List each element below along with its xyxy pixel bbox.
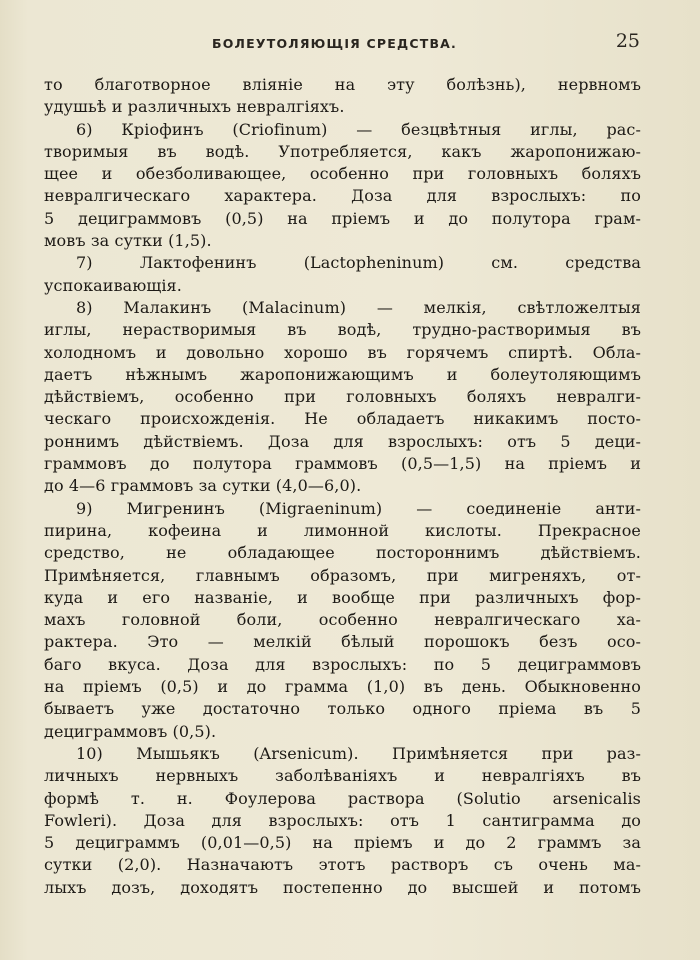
text-line: 10) Мышьякъ (Arsenicum). Примѣняется при раз- [76, 743, 641, 763]
text-line: роннимъ дѣйствіемъ. Доза для взрослыхъ: отъ 5 деци- [44, 431, 641, 451]
text-line: пирина, кофеина и лимонной кислоты. Прекрасное [44, 520, 641, 540]
text-line: мовъ за сутки (1,5). [44, 231, 212, 251]
text-line: куда и его названіе, и вообще при различныхъ фор- [44, 587, 641, 607]
text-line: дециграммовъ (0,5). [44, 721, 217, 741]
text-line: 5 дециграммовъ (0,5) на пріемъ и до полутора грам- [44, 208, 641, 228]
text-line: лыхъ дозъ, доходятъ постепенно до высшей и потомъ [44, 877, 641, 897]
text-line: 8) Малакинъ (Malacinum) — мелкія, свѣтложелтыя [76, 297, 641, 317]
text-line: баго вкуса. Доза для взрослыхъ: по 5 дециграммовъ [44, 654, 641, 674]
text-line: ческаго происхожденія. Не обладаетъ никакимъ посто- [44, 409, 641, 429]
page-header [44, 30, 640, 58]
page-number: 25 [615, 30, 640, 52]
text-line: успокаивающія. [44, 275, 182, 295]
text-line: 5 дециграммъ (0,01—0,5) на пріемъ и до 2 граммъ за [44, 833, 641, 853]
text-line: даетъ нѣжнымъ жаропонижающимъ и болеутоляющимъ [44, 364, 641, 384]
text-line: щее и обезболивающее, особенно при головныхъ боляхъ [44, 164, 641, 184]
text-line: Fowleri). Доза для взрослыхъ: отъ 1 сантиграмма до [44, 810, 641, 830]
text-line: на пріемъ (0,5) и до грамма (1,0) въ день. Обыкновенно [44, 677, 641, 697]
text-line: то благотворное вліяніе на эту болѣзнь), нервномъ [44, 75, 641, 94]
text-line: средство, не обладающее постороннимъ дѣйствіемъ. [44, 543, 641, 563]
text-line: рактера. Это — мелкій бѣлый порошокъ безъ осо- [44, 632, 641, 652]
text-line: личныхъ нервныхъ заболѣваніяхъ и невралгіяхъ въ [44, 766, 641, 786]
text-line: 9) Мигренинъ (Migraeninum) — соединеніе анти- [76, 498, 641, 518]
text-line: удушьѣ и различныхъ невралгіяхъ. [44, 97, 345, 117]
text-line: иглы, нерастворимыя въ водѣ, трудно-растворимыя въ [44, 320, 641, 340]
text-line: бываетъ уже достаточно только одного пріема въ 5 [44, 699, 641, 719]
text-line: до 4—6 граммовъ за сутки (4,0—6,0). [44, 476, 362, 496]
text-line: махъ головной боли, особенно невралгическаго ха- [44, 610, 641, 630]
text-line: невралгическаго характера. Доза для взрослыхъ: по [44, 186, 641, 206]
text-line: Примѣняется, главнымъ образомъ, при мигреняхъ, от- [44, 565, 641, 585]
text-line: формѣ т. н. Фоулерова раствора (Solutio arsenicalis [44, 788, 641, 808]
running-title: БОЛЕУТОЛЯЮЩІЯ СРЕДСТВА. [212, 36, 458, 51]
text-line: 7) Лактофенинъ (Lactopheninum) см. средства [76, 253, 641, 273]
text-line: холодномъ и довольно хорошо въ горячемъ спиртѣ. Обла- [44, 342, 641, 362]
text-line: творимыя въ водѣ. Употребляется, какъ жаропонижаю- [44, 141, 641, 161]
text-line: 6) Кріофинъ (Criofinum) — безцвѣтныя иглы, рас- [76, 119, 641, 139]
text-line: сутки (2,0). Назначаютъ этотъ растворъ съ очень ма- [44, 855, 641, 875]
text-line: дѣйствіемъ, особенно при головныхъ боляхъ невралги- [44, 387, 641, 407]
body-text [44, 74, 641, 899]
text-line: граммовъ до полутора граммовъ (0,5—1,5) на пріемъ и [44, 454, 641, 474]
